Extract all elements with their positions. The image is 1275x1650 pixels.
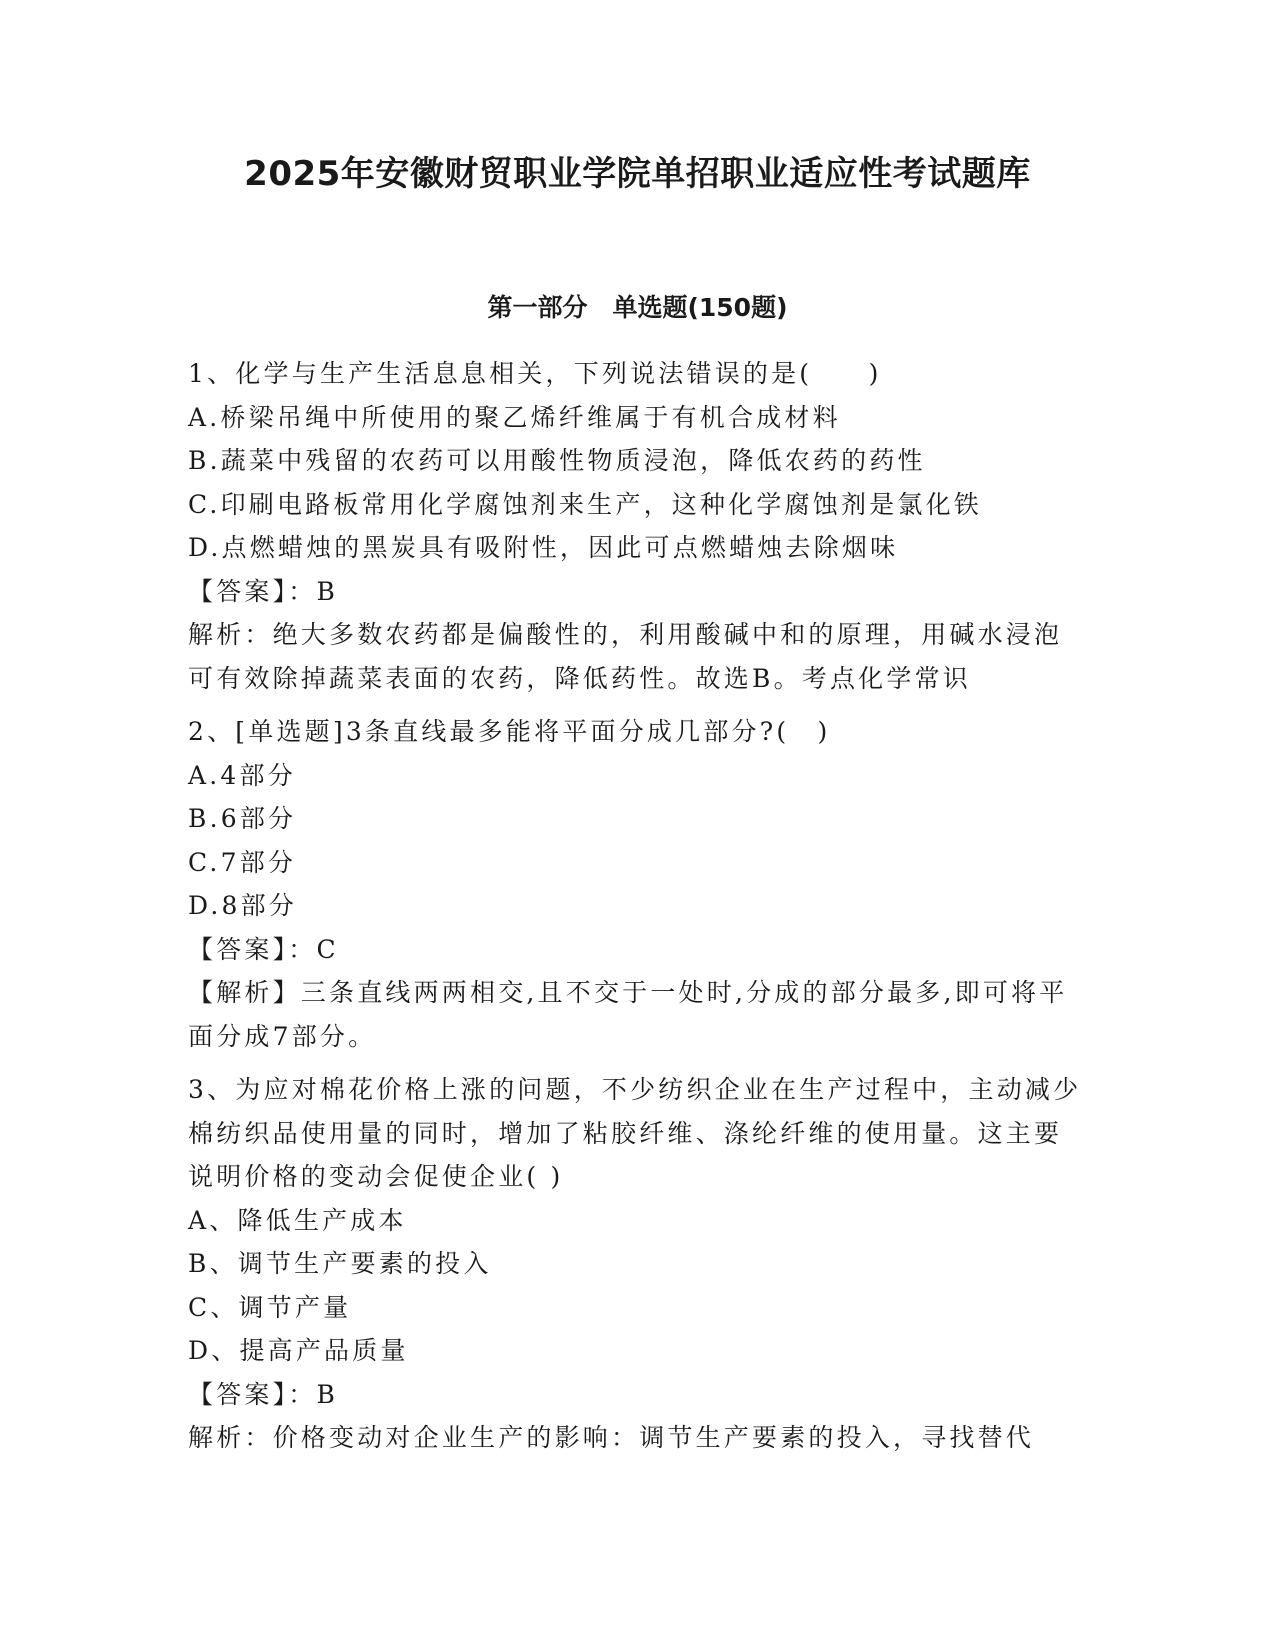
question-stem: 2、[单选题]3条直线最多能将平面分成几部分?( ) <box>188 717 831 746</box>
option-d: D、提高产品质量 <box>188 1336 409 1365</box>
question-list <box>188 352 1088 1470</box>
option-b: B.蔬菜中残留的农药可以用酸性物质浸泡，降低农药的药性 <box>188 446 926 475</box>
option-c: C.印刷电路板常用化学腐蚀剂来生产，这种化学腐蚀剂是氯化铁 <box>188 489 982 519</box>
section-title: 第一部分 单选题(150题) <box>487 293 788 322</box>
option-a: A.桥梁吊绳中所使用的聚乙烯纤维属于有机合成材料 <box>188 402 841 432</box>
answer: 【答案】：B <box>188 1379 339 1409</box>
question-stem: 3、为应对棉花价格上涨的问题，不少纺织企业在生产过程中，主动减少棉纺织品使用量的同时，增加了粘胶纤维、涤纶纤维的使用量。这主要说明价格的变动会促使企业( ) <box>188 1075 1082 1191</box>
option-a: A、降低生产成本 <box>188 1205 407 1235</box>
option-d: D.8部分 <box>188 891 298 920</box>
option-b: B、调节生产要素的投入 <box>188 1249 492 1278</box>
question-2 <box>188 710 1088 1058</box>
option-a: A.4部分 <box>188 760 296 790</box>
option-c: C、调节产量 <box>188 1292 352 1322</box>
analysis: 解析：绝大多数农药都是偏酸性的，利用酸碱中和的原理，用碱水浸泡可有效除掉蔬菜表面的农药，降低药性。故选B。考点化学常识 <box>188 620 1063 693</box>
answer: 【答案】：B <box>188 576 339 606</box>
document-title: 2025年安徽财贸职业学院单招职业适应性考试题库 <box>244 154 1031 194</box>
option-d: D.点燃蜡烛的黑炭具有吸附性，因此可点燃蜡烛去除烟味 <box>188 533 899 562</box>
analysis: 【解析】三条直线两两相交,且不交于一处时,分成的部分最多,即可将平面分成7部分。 <box>188 978 1068 1051</box>
question-1 <box>188 352 1088 700</box>
question-stem: 1、化学与生产生活息息相关，下列说法错误的是( ) <box>188 359 882 388</box>
answer: 【答案】：C <box>188 934 339 964</box>
option-c: C.7部分 <box>188 847 297 877</box>
option-b: B.6部分 <box>188 804 297 833</box>
analysis: 解析：价格变动对企业生产的影响：调节生产要素的投入，寻找替代 <box>188 1423 1035 1452</box>
question-3 <box>188 1068 1088 1460</box>
